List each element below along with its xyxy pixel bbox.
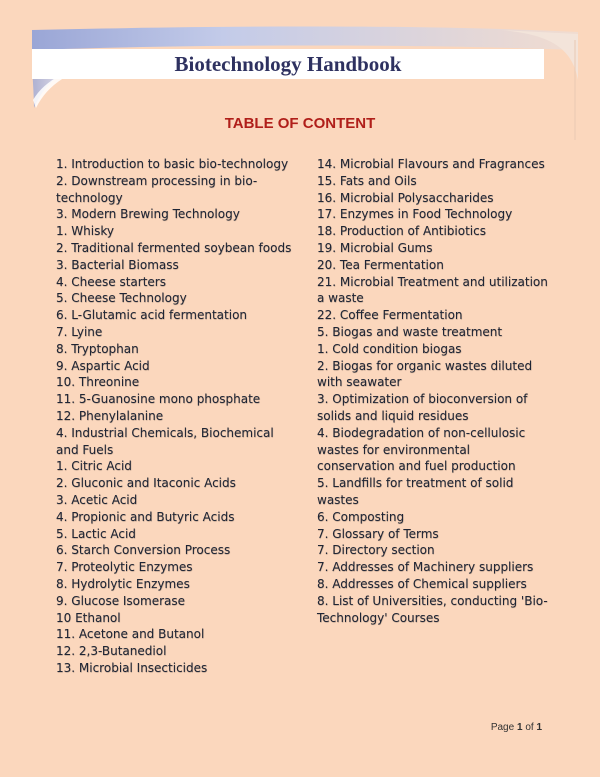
toc-item: 1. Citric Acid — [56, 459, 132, 474]
toc-item: 5. Biogas and waste treatment — [317, 324, 503, 339]
toc-item: 9. Aspartic Acid — [56, 358, 150, 373]
toc-right-column — [317, 156, 549, 626]
toc-left-column — [56, 156, 292, 677]
toc-item: 14. Microbial Flavours and Fragrances — [317, 157, 545, 171]
toc-item: 17. Enzymes in Food Technology — [317, 207, 513, 222]
page-footer — [491, 722, 542, 733]
toc-item: 3. Optimization of bioconversion of solids and liquid residues — [317, 392, 528, 423]
toc-item: 5. Cheese Technology — [56, 291, 187, 306]
toc-item: 18. Production of Antibiotics — [317, 224, 486, 239]
toc-item: 2. Gluconic and Itaconic Acids — [56, 476, 236, 491]
of-label: of — [525, 722, 534, 733]
toc-item: 10. Threonine — [56, 375, 140, 390]
toc-item: 8. Addresses of Chemical suppliers — [317, 576, 527, 591]
toc-item: 12. 2,3-Butanediol — [56, 644, 167, 659]
toc-item: 4. Propionic and Butyric Acids — [56, 509, 235, 524]
toc-item: 7. Lyine — [56, 324, 103, 339]
toc-heading: TABLE OF CONTENT — [224, 115, 376, 132]
toc-item: 3. Acetic Acid — [56, 492, 138, 507]
toc-item: 7. Directory section — [317, 543, 435, 558]
toc-item: 10 Ethanol — [56, 610, 121, 625]
document-title: Biotechnology Handbook — [32, 49, 544, 79]
toc-item: 2. Downstream processing in bio-technology — [56, 173, 258, 205]
page-label: Page — [490, 722, 515, 733]
toc-item: 13. Microbial Insecticides — [56, 660, 208, 675]
page-current: 1 — [516, 722, 523, 733]
page-total: 1 — [536, 722, 542, 733]
toc-item: 20. Tea Fermentation — [317, 257, 444, 272]
toc-item: 16. Microbial Polysaccharides — [317, 190, 494, 205]
toc-item: 21. Microbial Treatment and utilization a waste — [317, 274, 548, 306]
toc-item: 15. Fats and Oils — [317, 173, 417, 188]
toc-item: 5. Landfills for treatment of solid wastes — [317, 476, 514, 507]
toc-item: 3. Bacterial Biomass — [56, 257, 179, 272]
toc-item: 2. Biogas for organic wastes diluted with seawater — [317, 358, 533, 390]
toc-item: 7. Glossary of Terms — [317, 526, 439, 541]
toc-item: 4. Biodegradation of non-cellulosic wastes for environmental conservation and fuel production — [317, 425, 526, 474]
toc-item: 6. Composting — [317, 509, 405, 524]
toc-item: 9. Glucose Isomerase — [56, 593, 186, 608]
toc-item: 4. Industrial Chemicals, Biochemical and Fuels — [56, 425, 274, 457]
toc-item: 19. Microbial Gums — [317, 240, 433, 255]
toc-item: 6. L-Glutamic acid fermentation — [56, 308, 248, 323]
toc-item: 8. Hydrolytic Enzymes — [56, 576, 190, 591]
toc-item: 8. List of Universities, conducting 'Bio-Technology' Courses — [317, 593, 548, 625]
toc-item: 5. Lactic Acid — [56, 526, 136, 541]
toc-item: 6. Starch Conversion Process — [56, 543, 231, 558]
toc-item: 22. Coffee Fermentation — [317, 308, 463, 323]
toc-item: 1. Introduction to basic bio-technology — [56, 157, 289, 171]
toc-item: 11. 5-Guanosine mono phosphate — [56, 392, 261, 407]
toc-item: 4. Cheese starters — [56, 274, 166, 289]
toc-item: 1. Cold condition biogas — [317, 341, 462, 356]
toc-item: 11. Acetone and Butanol — [56, 627, 205, 642]
toc-item: 7. Proteolytic Enzymes — [56, 560, 193, 575]
toc-item: 2. Traditional fermented soybean foods — [56, 240, 292, 255]
toc-item: 1. Whisky — [56, 224, 114, 239]
toc-item: 7. Addresses of Machinery suppliers — [317, 560, 534, 575]
toc-item: 8. Tryptophan — [56, 341, 139, 356]
toc-item: 3. Modern Brewing Technology — [56, 207, 240, 222]
toc-item: 12. Phenylalanine — [56, 408, 164, 423]
